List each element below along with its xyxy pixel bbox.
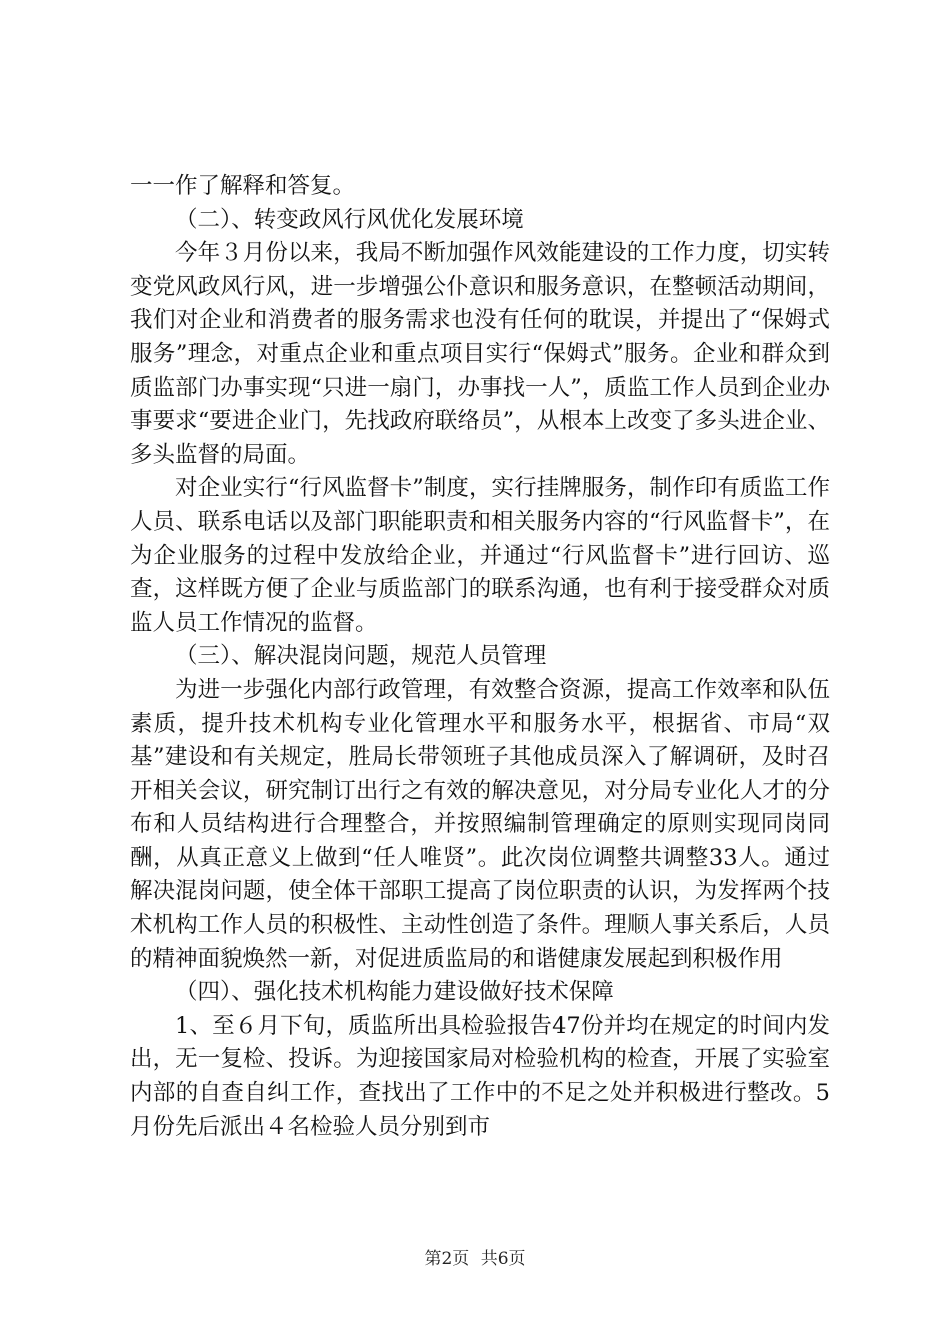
total-pages: 共6页 bbox=[480, 1249, 526, 1269]
paragraph: 1、至６月下旬，质监所出具检验报告47份并均在规定的时间内发出，无一复检、投诉。为迎接国家局对检验机构的检查，开展了实验室内部的自查自纠工作，查找出了工作中的不足之处并积极进行整改。5月份先后派出４名检验人员分别到市 bbox=[130, 1012, 830, 1140]
page-footer bbox=[0, 1244, 950, 1269]
section-heading-4: （四）、强化技术机构能力建设做好技术保障 bbox=[175, 979, 614, 1006]
section-heading-2: （二）、转变政风行风优化发展环境 bbox=[175, 206, 524, 233]
paragraph-continuation: 一一作了解释和答复。 bbox=[130, 173, 356, 199]
section-heading-3: （三）、解决混岗问题，规范人员管理 bbox=[175, 643, 547, 670]
page-number: 第2页 bbox=[424, 1249, 470, 1269]
paragraph: 今年３月份以来，我局不断加强作风效能建设的工作力度，切实转变党风政风行风，进一步增强公仆意识和服务意识，在整顿活动期间，我们对企业和消费者的服务需求也没有任何的耽误，并提出了“保姆式服务”理念，对重点企业和重点项目实行“保姆式”服务。企业和群众到质监部门办事实现“只进一扇门，办事找一人”，质监工作人员到企业办事要求“要进企业门，先找政府联络员”，从根本上改变了多头进企业、多头监督的局面。 bbox=[130, 240, 830, 468]
document-body bbox=[130, 170, 830, 1144]
paragraph: 对企业实行“行风监督卡”制度，实行挂牌服务，制作印有质监工作人员、联系电话以及部门职能职责和相关服务内容的“行风监督卡”，在为企业服务的过程中发放给企业，并通过“行风监督卡”进行回访、巡查，这样既方便了企业与质监部门的联系沟通，也有利于接受群众对质监人员工作情况的监督。 bbox=[130, 475, 830, 636]
paragraph: 为进一步强化内部行政管理，有效整合资源，提高工作效率和队伍素质，提升技术机构专业化管理水平和服务水平，根据省、市局“双基”建设和有关规定，胜局长带领班子其他成员深入了解调研，及时召开相关会议，研究制订出行之有效的解决意见，对分局专业化人才的分布和人员结构进行合理整合，并按照编制管理确定的原则实现同岗同酬，从真正意义上做到“任人唯贤”。此次岗位调整共调整33人。通过解决混岗问题，使全体干部职工提高了岗位职责的认识，为发挥两个技术机构工作人员的积极性、主动性创造了条件。理顺人事关系后，人员的精神面貌焕然一新，对促进质监局的和谐健康发展起到积极作用 bbox=[130, 676, 830, 972]
